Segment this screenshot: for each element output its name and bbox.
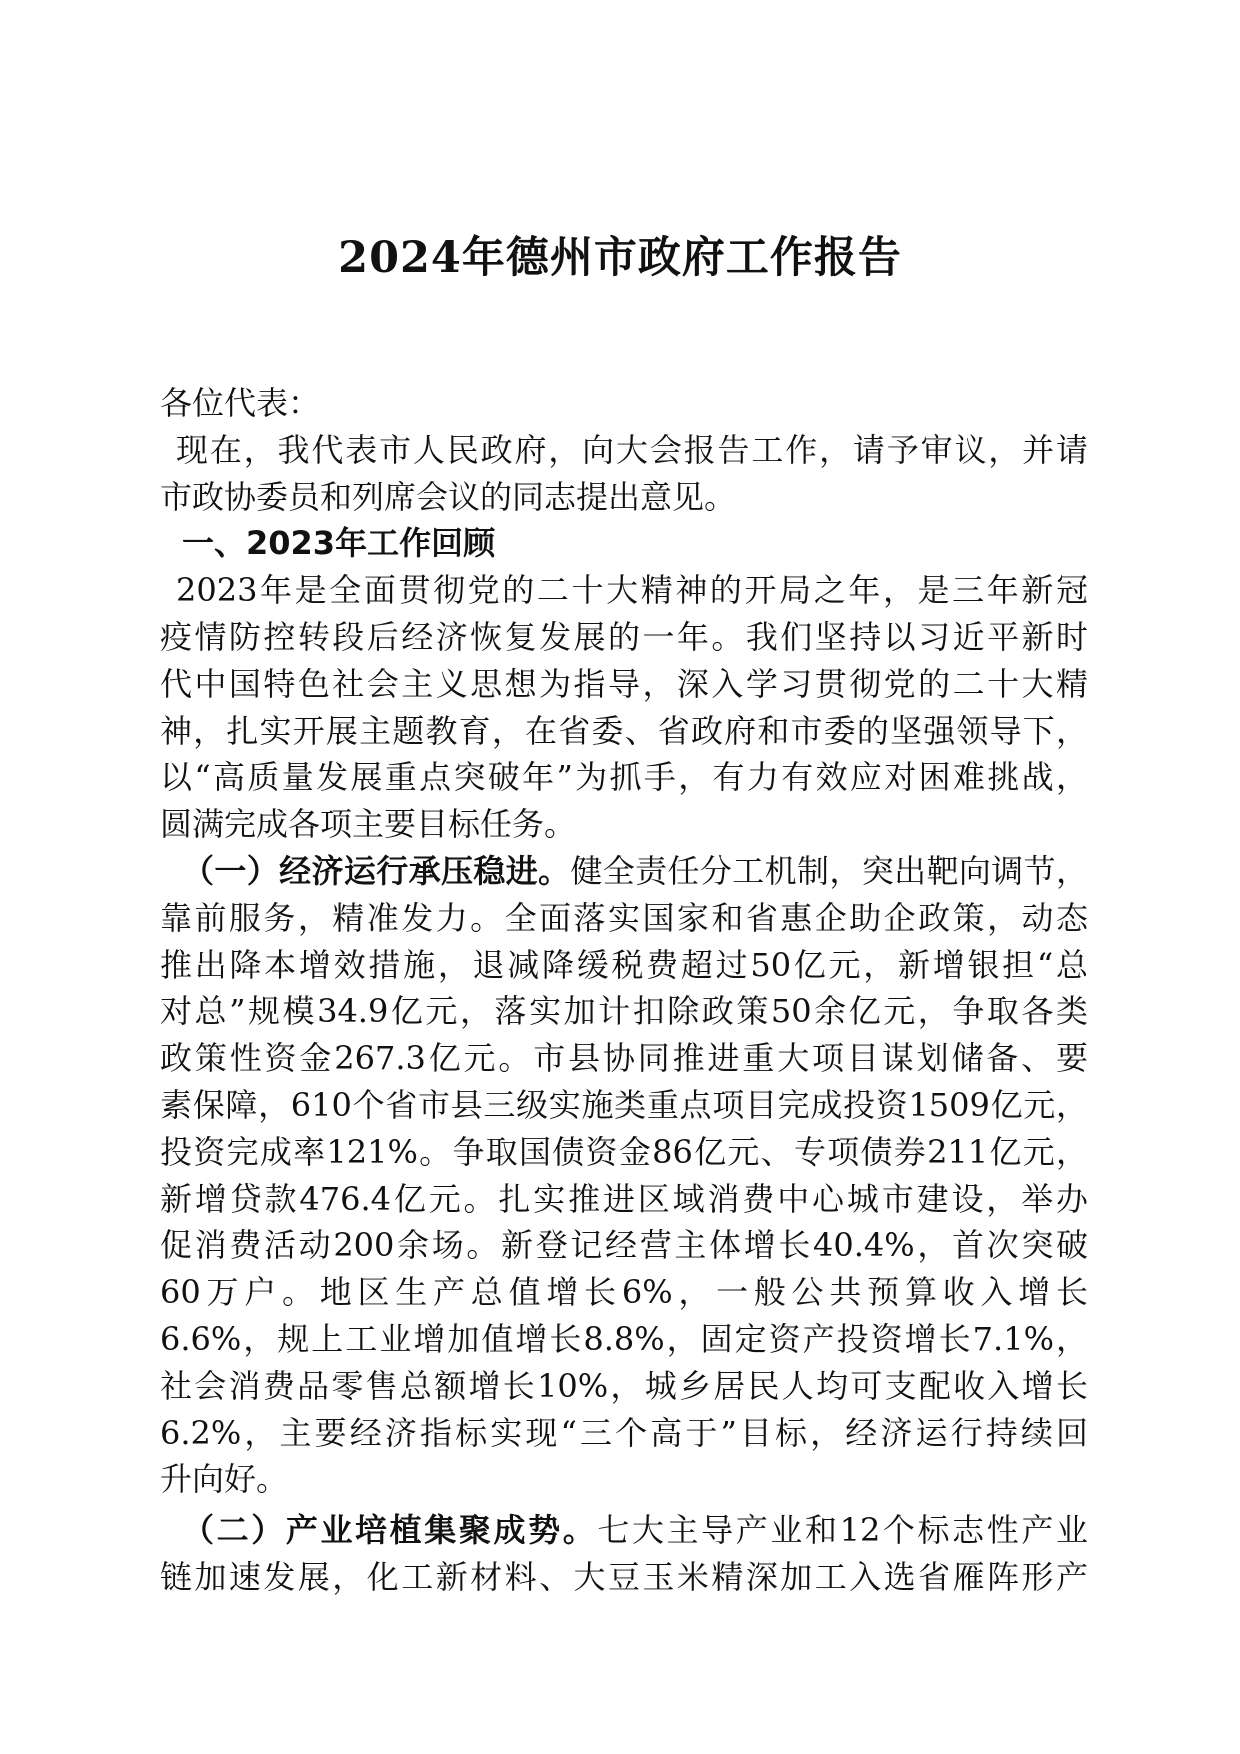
- paragraph-line: 以“高质量发展重点突破年”为抓手，有力有效应对困难挑战，: [160, 758, 1088, 797]
- paragraph-line: 新增贷款476.4亿元。扎实推进区域消费中心城市建设，举办: [160, 1179, 1088, 1218]
- subsection-first-line: [160, 848, 1088, 895]
- section-heading: 一、2023年工作回顾: [182, 524, 496, 563]
- paragraph-line: 靠前服务，精准发力。全面落实国家和省惠企助企政策，动态: [160, 898, 1088, 937]
- paragraph-line: 促消费活动200余场。新登记经营主体增长40.4%，首次突破: [160, 1226, 1088, 1265]
- document-title: 2024年德州市政府工作报告: [338, 233, 902, 283]
- subsection-text: 健全责任分工机制，突出靶向调节，: [570, 851, 1088, 890]
- paragraph-line: 对总”规模34.9亿元，落实加计扣除政策50余亿元，争取各类: [160, 992, 1088, 1031]
- paragraph-line: 投资完成率121%。争取国债资金86亿元、专项债券211亿元，: [160, 1132, 1088, 1171]
- subsection-lead: （二）产业培植集聚成势。: [182, 1511, 598, 1550]
- paragraph-line: 60万户。地区生产总值增长6%，一般公共预算收入增长: [160, 1273, 1088, 1312]
- paragraph-line: 升向好。: [160, 1460, 289, 1499]
- paragraph-line: 2023年是全面贯彻党的二十大精神的开局之年，是三年新冠: [176, 571, 1088, 610]
- paragraph-line: 素保障，610个省市县三级实施类重点项目完成投资1509亿元，: [160, 1085, 1088, 1124]
- intro-line: 现在，我代表市人民政府，向大会报告工作，请予审议，并请: [176, 430, 1088, 469]
- paragraph-line: 疫情防控转段后经济恢复发展的一年。我们坚持以习近平新时: [160, 617, 1088, 656]
- intro-line: 市政协委员和列席会议的同志提出意见。: [160, 477, 737, 516]
- document-body: [160, 380, 1088, 1601]
- paragraph-line: 政策性资金267.3亿元。市县协同推进重大项目谋划储备、要: [160, 1039, 1088, 1078]
- paragraph-line: 6.2%，主要经济指标实现“三个高于”目标，经济运行持续回: [160, 1413, 1088, 1452]
- paragraph-line: 代中国特色社会主义思想为指导，深入学习贯彻党的二十大精: [160, 664, 1088, 703]
- paragraph-line: 圆满完成各项主要目标任务。: [160, 805, 577, 844]
- paragraph-line: 神，扎实开展主题教育，在省委、省政府和市委的坚强领导下，: [160, 711, 1088, 750]
- subsection-text: 七大主导产业和12个标志性产业: [597, 1511, 1088, 1550]
- paragraph-line: 6.6%，规上工业增加值增长8.8%，固定资产投资增长7.1%，: [160, 1319, 1088, 1358]
- salutation: 各位代表：: [160, 384, 321, 422]
- subsection-lead: （一）经济运行承压稳进。: [182, 851, 571, 890]
- paragraph-line: 社会消费品零售总额增长10%，城乡居民人均可支配收入增长: [160, 1366, 1088, 1405]
- paragraph-line: 推出降本增效措施，退减降缓税费超过50亿元，新增银担“总: [160, 945, 1088, 984]
- subsection-first-line: [160, 1507, 1088, 1554]
- paragraph-line: 链加速发展，化工新材料、大豆玉米精深加工入选省雁阵形产: [160, 1557, 1088, 1596]
